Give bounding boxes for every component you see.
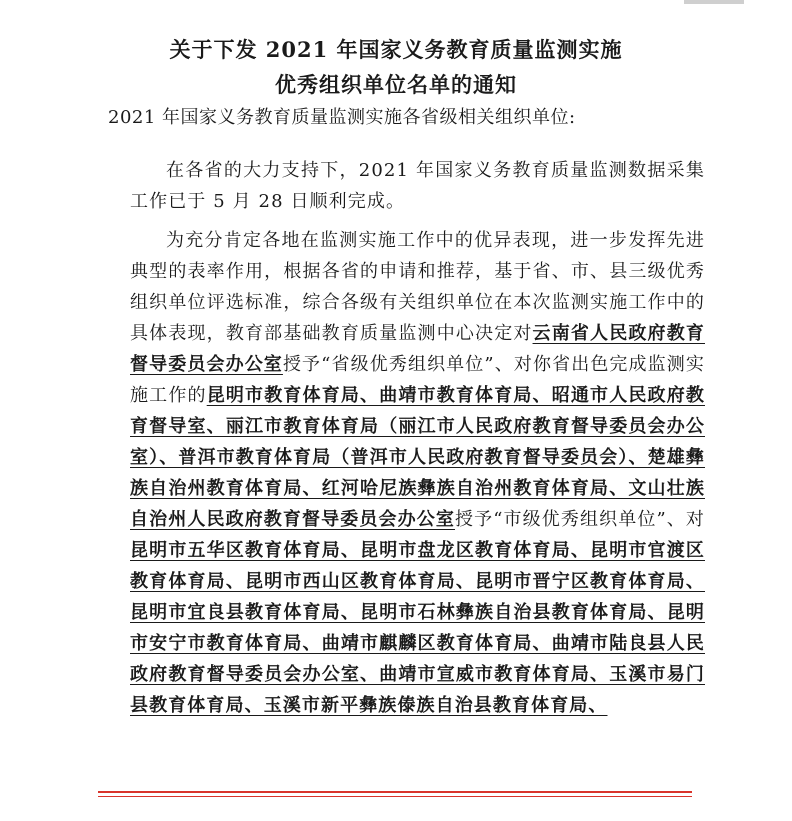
red-divider-line	[98, 791, 692, 793]
paragraph-2-text-1: 为充分肯定各地在监测实施工作中的优异表现，进一步发挥先进典型的表率作用，根据各省的申请和推荐，基于省、市、县三级优秀组织单位评选标准，综合各级有关组织单位在本次监测实施工作中的具体表现，教育部基础教育质量监测中心决定对	[130, 230, 705, 344]
top-edge-mark	[684, 0, 744, 4]
salutation: 2021 年国家义务教育质量监测实施各省级相关组织单位:	[108, 107, 576, 128]
paragraph-2-text-3: 授予“市级优秀组织单位”、对	[454, 509, 705, 530]
paragraph-2-text-2: 授予“省级优秀组织单位”、对你省出色完成监测实施工作的	[130, 354, 705, 406]
title-line-1: 关于下发 2021 年国家义务教育质量监测实施	[169, 37, 623, 63]
paragraph-1: 在各省的大力支持下，2021 年国家义务教育质量监测数据采集工作已于 5 月 28 日顺利完成。	[130, 160, 705, 212]
red-divider-line-thin	[98, 796, 692, 797]
title-line-2: 优秀组织单位名单的通知	[275, 72, 517, 98]
paragraph-2	[130, 225, 705, 721]
county-award-units: 昆明市五华区教育体育局、昆明市盘龙区教育体育局、昆明市官渡区教育体育局、昆明市西山区教育体育局、昆明市晋宁区教育体育局、昆明市宜良县教育体育局、昆明市石林彝族自治县教育体育局、昆明市安宁市教育体育局、曲靖市麒麟区教育体育局、曲靖市陆良县人民政府教育督导委员会办公室、曲靖市宣威市教育体育局、玉溪市易门县教育体育局、玉溪市新平彝族傣族自治县教育体育局、	[130, 540, 705, 716]
document-title	[0, 32, 792, 102]
municipal-award-units: 昆明市教育体育局、曲靖市教育体育局、昭通市人民政府教育督导室、丽江市教育体育局（丽江市人民政府教育督导委员会办公室）、普洱市教育体育局（普洱市人民政府教育督导委员会）、楚雄彝族自治州教育体育局、红河哈尼族彝族自治州教育体育局、文山壮族自治州人民政府教育督导委员会办公室	[130, 385, 705, 530]
provincial-award-unit: 云南省人民政府教育督导委员会办公室	[130, 323, 705, 375]
